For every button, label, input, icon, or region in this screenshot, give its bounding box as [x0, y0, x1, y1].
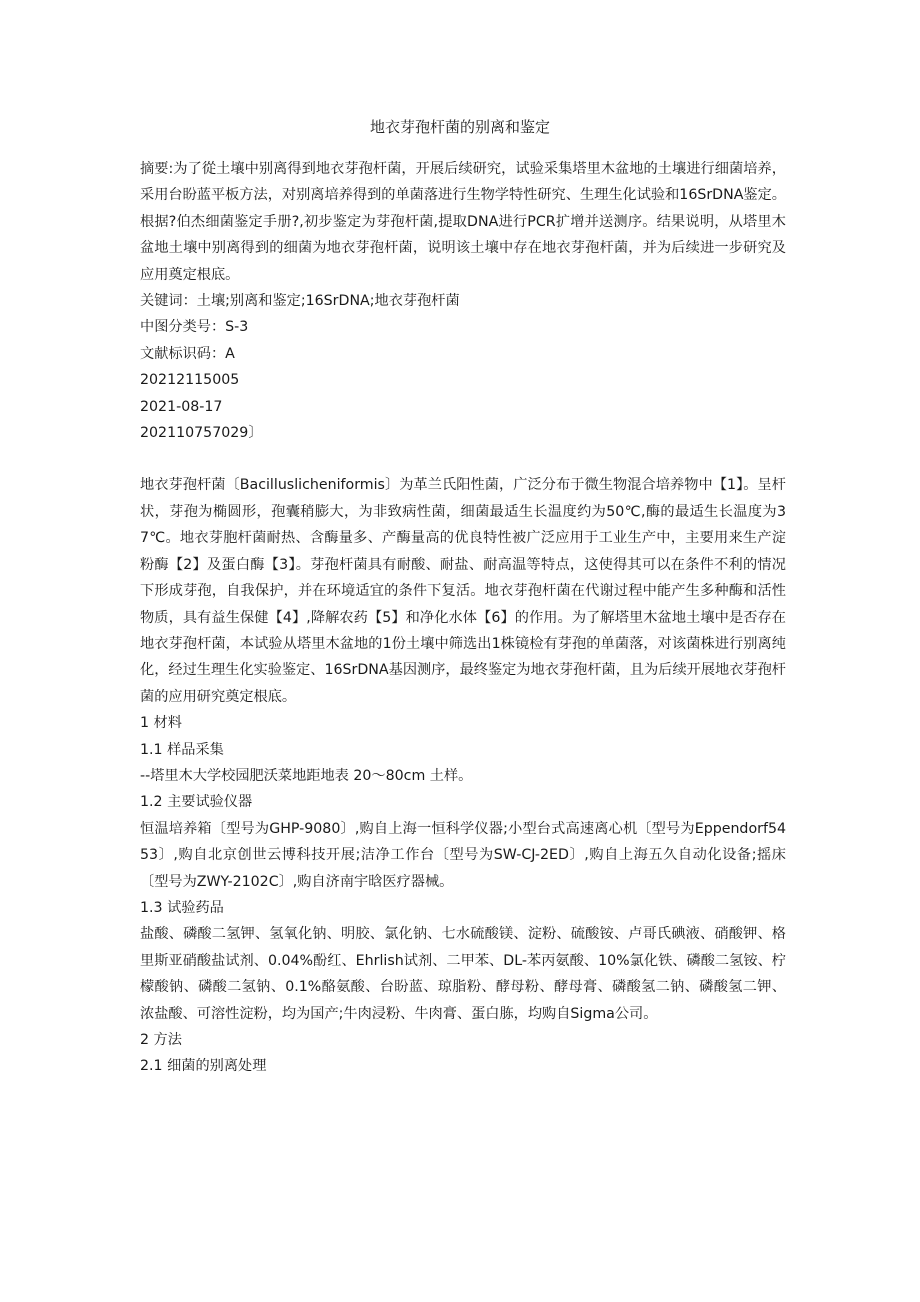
abstract-text: 为了從土壤中别离得到地衣芽孢杆菌，开展后续研究，试验采集塔里木盆地的土壤进行细菌培养，采用台盼蓝平板方法，对别离培养得到的单菌落进行生物学特性研究、生理生化试验和16SrDNA鉴定。根据?伯杰细菌鉴定手册?,初步鉴定为芽孢杆菌,提取DNA进行PCR扩增并送测序。结果说明，从塔里木盆地土壤中别离得到的细菌为地衣芽孢杆菌，说明该土壤中存在地衣芽孢杆菌，并为后续进一步研究及应用奠定根底。 — [140, 161, 786, 283]
reagents-paragraph: 盐酸、磷酸二氢钾、氢氧化钠、明胶、氯化钠、七水硫酸镁、淀粉、硫酸铵、卢哥氏碘液、硝酸钾、格里斯亚硝酸盐试剂、0.04%酚红、Ehrlish试剂、二甲苯、DL-苯丙氨酸、10%氯化铁、磷酸二氢铵、柠檬酸钠、磷酸二氢钠、0.1%酪氨酸、台盼蓝、琼脂粉、酵母粉、酵母膏、磷酸氢二钠、磷酸氢二钾、浓盐酸、可溶性淀粉，均为国产;牛肉浸粉、牛肉膏、蛋白胨，均购自Sigma公司。 — [140, 926, 786, 1022]
keywords: 关键词：土壤;别离和鉴定;16SrDNA;地衣芽孢杆菌 — [140, 293, 460, 310]
document-body — [140, 156, 786, 1080]
document-id: 20212115005 — [140, 372, 240, 389]
document-date: 2021-08-17 — [140, 398, 223, 415]
paragraph-gap — [140, 446, 786, 472]
clc-number: 中图分类号：S-3 — [140, 319, 249, 336]
heading-methods: 2 方法 — [140, 1032, 182, 1048]
sample-text: --塔里木大学校园肥沃菜地距地表 20～80cm 土样。 — [140, 767, 473, 784]
heading-reagents: 1.3 试验药品 — [140, 899, 224, 916]
document-id-secondary: 202110757029〕 — [140, 425, 263, 442]
heading-sample-collection: 1.1 样品采集 — [140, 741, 224, 758]
heading-instruments: 1.2 主要试验仪器 — [140, 794, 253, 811]
instruments-paragraph: 恒温培养箱〔型号为GHP-9080〕,购自上海一恒科学仪器;小型台式高速离心机〔型号为Eppendorf5453〕,购自北京创世云博科技开展;洁净工作台〔型号为SW-CJ-2ED〕,购自上海五久自动化设备;摇床〔型号为ZWY-2102C〕,购自济南宇晗医疗器械。 — [140, 820, 786, 890]
intro-paragraph: 地衣芽孢杆菌〔Bacilluslicheniformis〕为革兰氏阳性菌，广泛分布于微生物混合培养物中【1】。呈杆状，芽孢为椭圆形，孢囊稍膨大，为非致病性菌，细菌最适生长温度约为50℃,酶的最适生长温度为37℃。地衣芽胞杆菌耐热、含酶量多、产酶量高的优良特性被广泛应用于工业生产中，主要用来生产淀粉酶【2】及蛋白酶【3】。芽孢杆菌具有耐酸、耐盐、耐高温等特点，这使得其可以在条件不利的情况下形成芽孢，自我保护，并在环境适宜的条件下复活。地衣芽孢杆菌在代谢过程中能产生多种酶和活性物质，具有益生保健【4】,降解农药【5】和净化水体【6】的作用。为了解塔里木盆地土壤中是否存在地衣芽孢杆菌，本试验从塔里木盆地的1份土壤中筛选出1株镜检有芽孢的单菌落，对该菌株进行别离纯化，经过生理生化实验鉴定、16SrDNA基因测序，最终鉴定为地衣芽孢杆菌，且为后续开展地衣芽孢杆菌的应用研究奠定根底。 — [140, 477, 786, 705]
heading-materials: 1 材料 — [140, 715, 182, 732]
document-title: 地衣芽孢杆菌的别离和鉴定 — [369, 118, 550, 136]
abstract-paragraph — [140, 156, 786, 288]
doc-code: 文献标识码：A — [140, 345, 235, 362]
abstract-label: 摘要: — [140, 161, 174, 177]
heading-isolation: 2.1 细菌的别离处理 — [140, 1058, 267, 1075]
